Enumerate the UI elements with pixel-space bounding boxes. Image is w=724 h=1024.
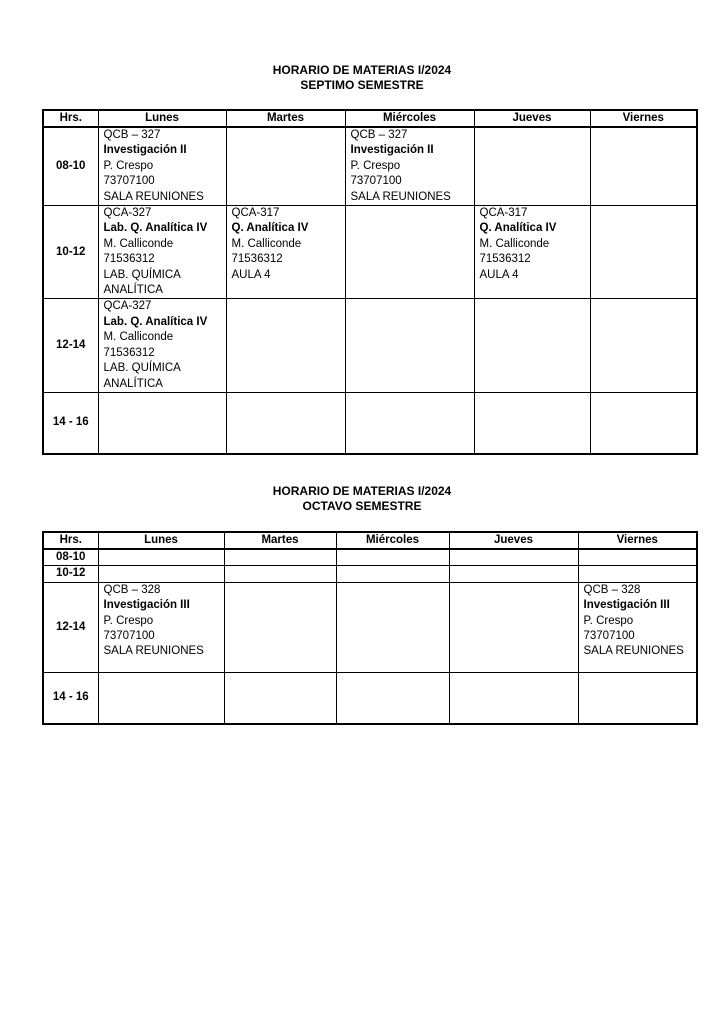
teacher-name: M. Calliconde	[103, 331, 174, 344]
header-lunes: Lunes	[98, 110, 226, 127]
teacher-name: M. Calliconde	[479, 237, 550, 250]
schedule-1-subtitle: SEPTIMO SEMESTRE	[300, 78, 424, 92]
time-slot-label: 14 - 16	[43, 672, 98, 724]
table-header-row	[43, 110, 697, 127]
class-cell-lunes	[98, 392, 226, 454]
class-cell-jueves	[449, 549, 578, 566]
teacher-phone: 73707100	[103, 630, 155, 643]
table-row	[43, 582, 697, 672]
class-cell-jueves	[449, 672, 578, 724]
class-cell-jueves	[474, 127, 590, 206]
teacher-phone: 71536312	[231, 253, 283, 266]
teacher-phone: 71536312	[103, 346, 155, 359]
header-martes: Martes	[226, 110, 345, 127]
class-cell-miercoles	[336, 566, 449, 582]
header-viernes: Viernes	[590, 110, 697, 127]
subject-name: Q. Analítica IV	[231, 222, 309, 235]
class-cell-viernes	[578, 672, 697, 724]
class-cell-lunes	[98, 582, 224, 672]
class-cell-viernes	[590, 299, 697, 392]
room-name: AULA 4	[231, 268, 271, 281]
schedule-2-table	[42, 531, 698, 725]
class-cell-miercoles	[336, 672, 449, 724]
time-slot-label: 14 - 16	[43, 392, 98, 454]
table-row	[43, 566, 697, 582]
teacher-phone: 73707100	[583, 630, 635, 643]
class-code: QCA-317	[479, 207, 528, 220]
class-cell-miercoles	[336, 582, 449, 672]
time-slot-label: 12-14	[43, 299, 98, 392]
class-cell-lunes	[98, 127, 226, 206]
table-row	[43, 549, 697, 566]
class-cell-viernes	[590, 392, 697, 454]
teacher-phone: 73707100	[350, 175, 402, 188]
class-cell-miercoles	[345, 392, 474, 454]
teacher-phone: 71536312	[103, 253, 155, 266]
room-name: SALA REUNIONES	[583, 645, 684, 658]
class-cell-lunes	[98, 549, 224, 566]
teacher-phone: 73707100	[103, 175, 155, 188]
time-slot-label: 08-10	[43, 127, 98, 206]
room-name-cont: ANALÍTICA	[103, 284, 163, 297]
class-cell-viernes	[578, 582, 697, 672]
subject-name: Investigación III	[103, 599, 190, 612]
class-code: QCA-317	[231, 207, 280, 220]
header-jueves: Jueves	[474, 110, 590, 127]
schedule-1-heading	[0, 63, 724, 93]
room-name: SALA REUNIONES	[103, 645, 204, 658]
class-cell-lunes	[98, 672, 224, 724]
class-cell-martes	[226, 392, 345, 454]
class-cell-jueves	[449, 566, 578, 582]
header-hrs: Hrs.	[43, 532, 98, 549]
subject-name: Investigación II	[350, 144, 434, 157]
subject-name: Investigación III	[583, 599, 670, 612]
class-code: QCB – 328	[583, 583, 641, 596]
class-cell-miercoles	[336, 549, 449, 566]
class-code: QCA-327	[103, 207, 152, 220]
class-cell-martes	[224, 582, 336, 672]
header-hrs: Hrs.	[43, 110, 98, 127]
teacher-name: P. Crespo	[583, 614, 634, 627]
class-cell-viernes	[590, 206, 697, 299]
class-cell-viernes	[578, 549, 697, 566]
class-cell-lunes	[98, 566, 224, 582]
room-name: LAB. QUÍMICA	[103, 268, 181, 281]
header-miercoles: Miércoles	[336, 532, 449, 549]
class-code: QCB – 328	[103, 583, 161, 596]
header-miercoles: Miércoles	[345, 110, 474, 127]
table-row	[43, 392, 697, 454]
subject-name: Q. Analítica IV	[479, 222, 557, 235]
class-cell-miercoles	[345, 206, 474, 299]
class-cell-jueves	[449, 582, 578, 672]
class-cell-martes	[226, 206, 345, 299]
room-name: SALA REUNIONES	[350, 190, 451, 203]
class-cell-martes	[224, 566, 336, 582]
class-cell-martes	[224, 549, 336, 566]
subject-name: Investigación II	[103, 144, 187, 157]
time-slot-label: 08-10	[43, 549, 98, 566]
table-row	[43, 299, 697, 392]
subject-name: Lab. Q. Analítica IV	[103, 315, 208, 328]
class-cell-miercoles	[345, 127, 474, 206]
teacher-name: P. Crespo	[103, 614, 154, 627]
table-row	[43, 206, 697, 299]
time-slot-label: 10-12	[43, 566, 98, 582]
room-name-cont: ANALÍTICA	[103, 377, 163, 390]
class-cell-martes	[226, 127, 345, 206]
class-cell-martes	[226, 299, 345, 392]
time-slot-label: 10-12	[43, 206, 98, 299]
subject-name: Lab. Q. Analítica IV	[103, 222, 208, 235]
teacher-name: M. Calliconde	[103, 237, 174, 250]
header-viernes: Viernes	[578, 532, 697, 549]
class-cell-jueves	[474, 299, 590, 392]
class-code: QCB – 327	[103, 129, 161, 141]
room-name: LAB. QUÍMICA	[103, 362, 181, 375]
class-cell-lunes	[98, 299, 226, 392]
room-name: SALA REUNIONES	[103, 190, 204, 203]
table-header-row	[43, 532, 697, 549]
schedule-1-table	[42, 109, 698, 455]
class-cell-miercoles	[345, 299, 474, 392]
schedule-2-heading	[0, 484, 724, 514]
teacher-name: P. Crespo	[103, 159, 154, 172]
teacher-phone: 71536312	[479, 253, 531, 266]
class-cell-viernes	[590, 127, 697, 206]
class-cell-jueves	[474, 206, 590, 299]
class-code: QCB – 327	[350, 129, 408, 141]
table-row	[43, 127, 697, 206]
table-row	[43, 672, 697, 724]
schedule-2-title: HORARIO DE MATERIAS I/2024	[272, 484, 452, 498]
class-cell-lunes	[98, 206, 226, 299]
room-name: AULA 4	[479, 268, 519, 281]
header-lunes: Lunes	[98, 532, 224, 549]
class-code: QCA-327	[103, 300, 152, 313]
header-martes: Martes	[224, 532, 336, 549]
header-jueves: Jueves	[449, 532, 578, 549]
class-cell-martes	[224, 672, 336, 724]
class-cell-jueves	[474, 392, 590, 454]
teacher-name: M. Calliconde	[231, 237, 302, 250]
teacher-name: P. Crespo	[350, 159, 401, 172]
schedule-1-title: HORARIO DE MATERIAS I/2024	[272, 63, 452, 77]
class-cell-viernes	[578, 566, 697, 582]
time-slot-label: 12-14	[43, 582, 98, 672]
schedule-2-subtitle: OCTAVO SEMESTRE	[302, 499, 422, 513]
